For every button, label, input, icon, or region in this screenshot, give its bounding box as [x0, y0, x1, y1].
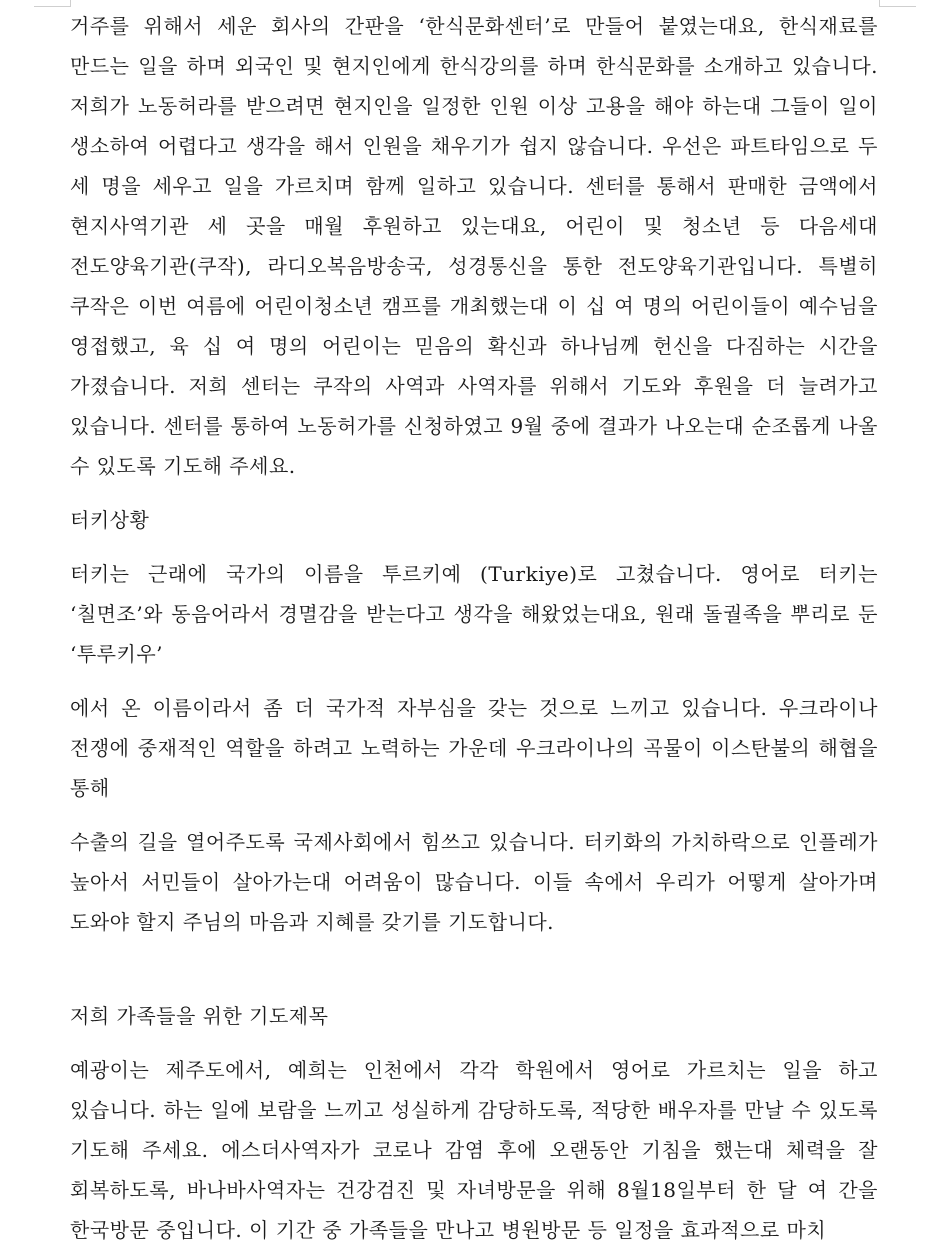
paragraph-center-intro: 거주를 위해서 세운 회사의 간판을 ‘한식문화센터’로 만들어 붙였는대요, 한식재료를 만드는 일을 하며 외국인 및 현지인에게 한식강의를 하며 한식문화를 소개하고 있습니다. 저희가 노동허라를 받으려면 현지인을 일정한 인원 이상 고용을 해야 하는대 그들이 일이 생소하여 어렵다고 생각을 해서 인원을 채우기가 쉽지 않습니다. 우선은 파트타임으로 두 세 명을 세우고 일을 가르치며 함께 일하고 있습니다. 센터를 통해서 판매한 금액에서 현지사역기관 세 곳을 매월 후원하고 있는대요, 어린이 및 청소년 등 다음세대 전도양육기관(쿠작), 라디오복음방송국, 성경통신을 통한 전도양육기관입니다. 특별히 쿠작은 이번 여름에 어린이청소년 캠프를 개최했는대 이 십 여 명의 어린이들이 예수님을 영접했고, 육 십 여 명의 어린이는 믿음의 확신과 하나님께 헌신을 다짐하는 시간을 가졌습니다. 저희 센터는 쿠작의 사역과 사역자를 위해서 기도와 후원을 더 늘려가고 있습니다. 센터를 통하여 노동허가를 신청하였고 9월 중에 결과가 나오는대 순조롭게 나올 수 있도록 기도해 주세요.: [70, 14, 878, 478]
document-body: [70, 6, 878, 1250]
page-corner-mark-right: [879, 0, 916, 7]
page-corner-mark-left: [34, 0, 71, 7]
paragraph-turkey-economy: 수출의 길을 열어주도록 국제사회에서 힘쓰고 있습니다. 터키화의 가치하락으로 인플레가 높아서 서민들이 살아가는대 어려움이 많습니다. 이들 속에서 우리가 어떻게 살아가며 도와야 할지 주님의 마음과 지혜를 갖기를 기도합니다.: [70, 830, 878, 934]
paragraph-turkey-name: 터키는 근래에 국가의 이름을 투르키예 (Turkiye)로 고쳤습니다. 영어로 터키는 ‘칠면조’와 동음어라서 경멸감을 받는다고 생각을 해왔었는대요, 원래 돌궐족을 뿌리로 둔 ‘투루키우’: [70, 562, 878, 666]
heading-family-prayer: 저희 가족들을 위한 기도제목: [70, 1004, 329, 1028]
paragraph-turkey-ukraine: 에서 온 이름이라서 좀 더 국가적 자부심을 갖는 것으로 느끼고 있습니다. 우크라이나 전쟁에 중재적인 역할을 하려고 노력하는 가운데 우크라이나의 곡물이 이스탄불의 해협을 통해: [70, 696, 878, 800]
paragraph-family-prayer: 예광이는 제주도에서, 예희는 인천에서 각각 학원에서 영어로 가르치는 일을 하고 있습니다. 하는 일에 보람을 느끼고 성실하게 감당하도록, 적당한 배우자를 만날 수 있도록 기도해 주세요. 에스더사역자가 코로나 감염 후에 오랜동안 기침을 했는대 체력을 잘 회복하도록, 바나바사역자는 건강검진 및 자녀방문을 위해 8월18일부터 한 달 여 간을 한국방문 중입니다. 이 기간 중 가족들을 만나고 병원방문 등 일정을 효과적으로 마치: [70, 1058, 878, 1242]
heading-turkey-situation: 터키상황: [70, 508, 150, 532]
